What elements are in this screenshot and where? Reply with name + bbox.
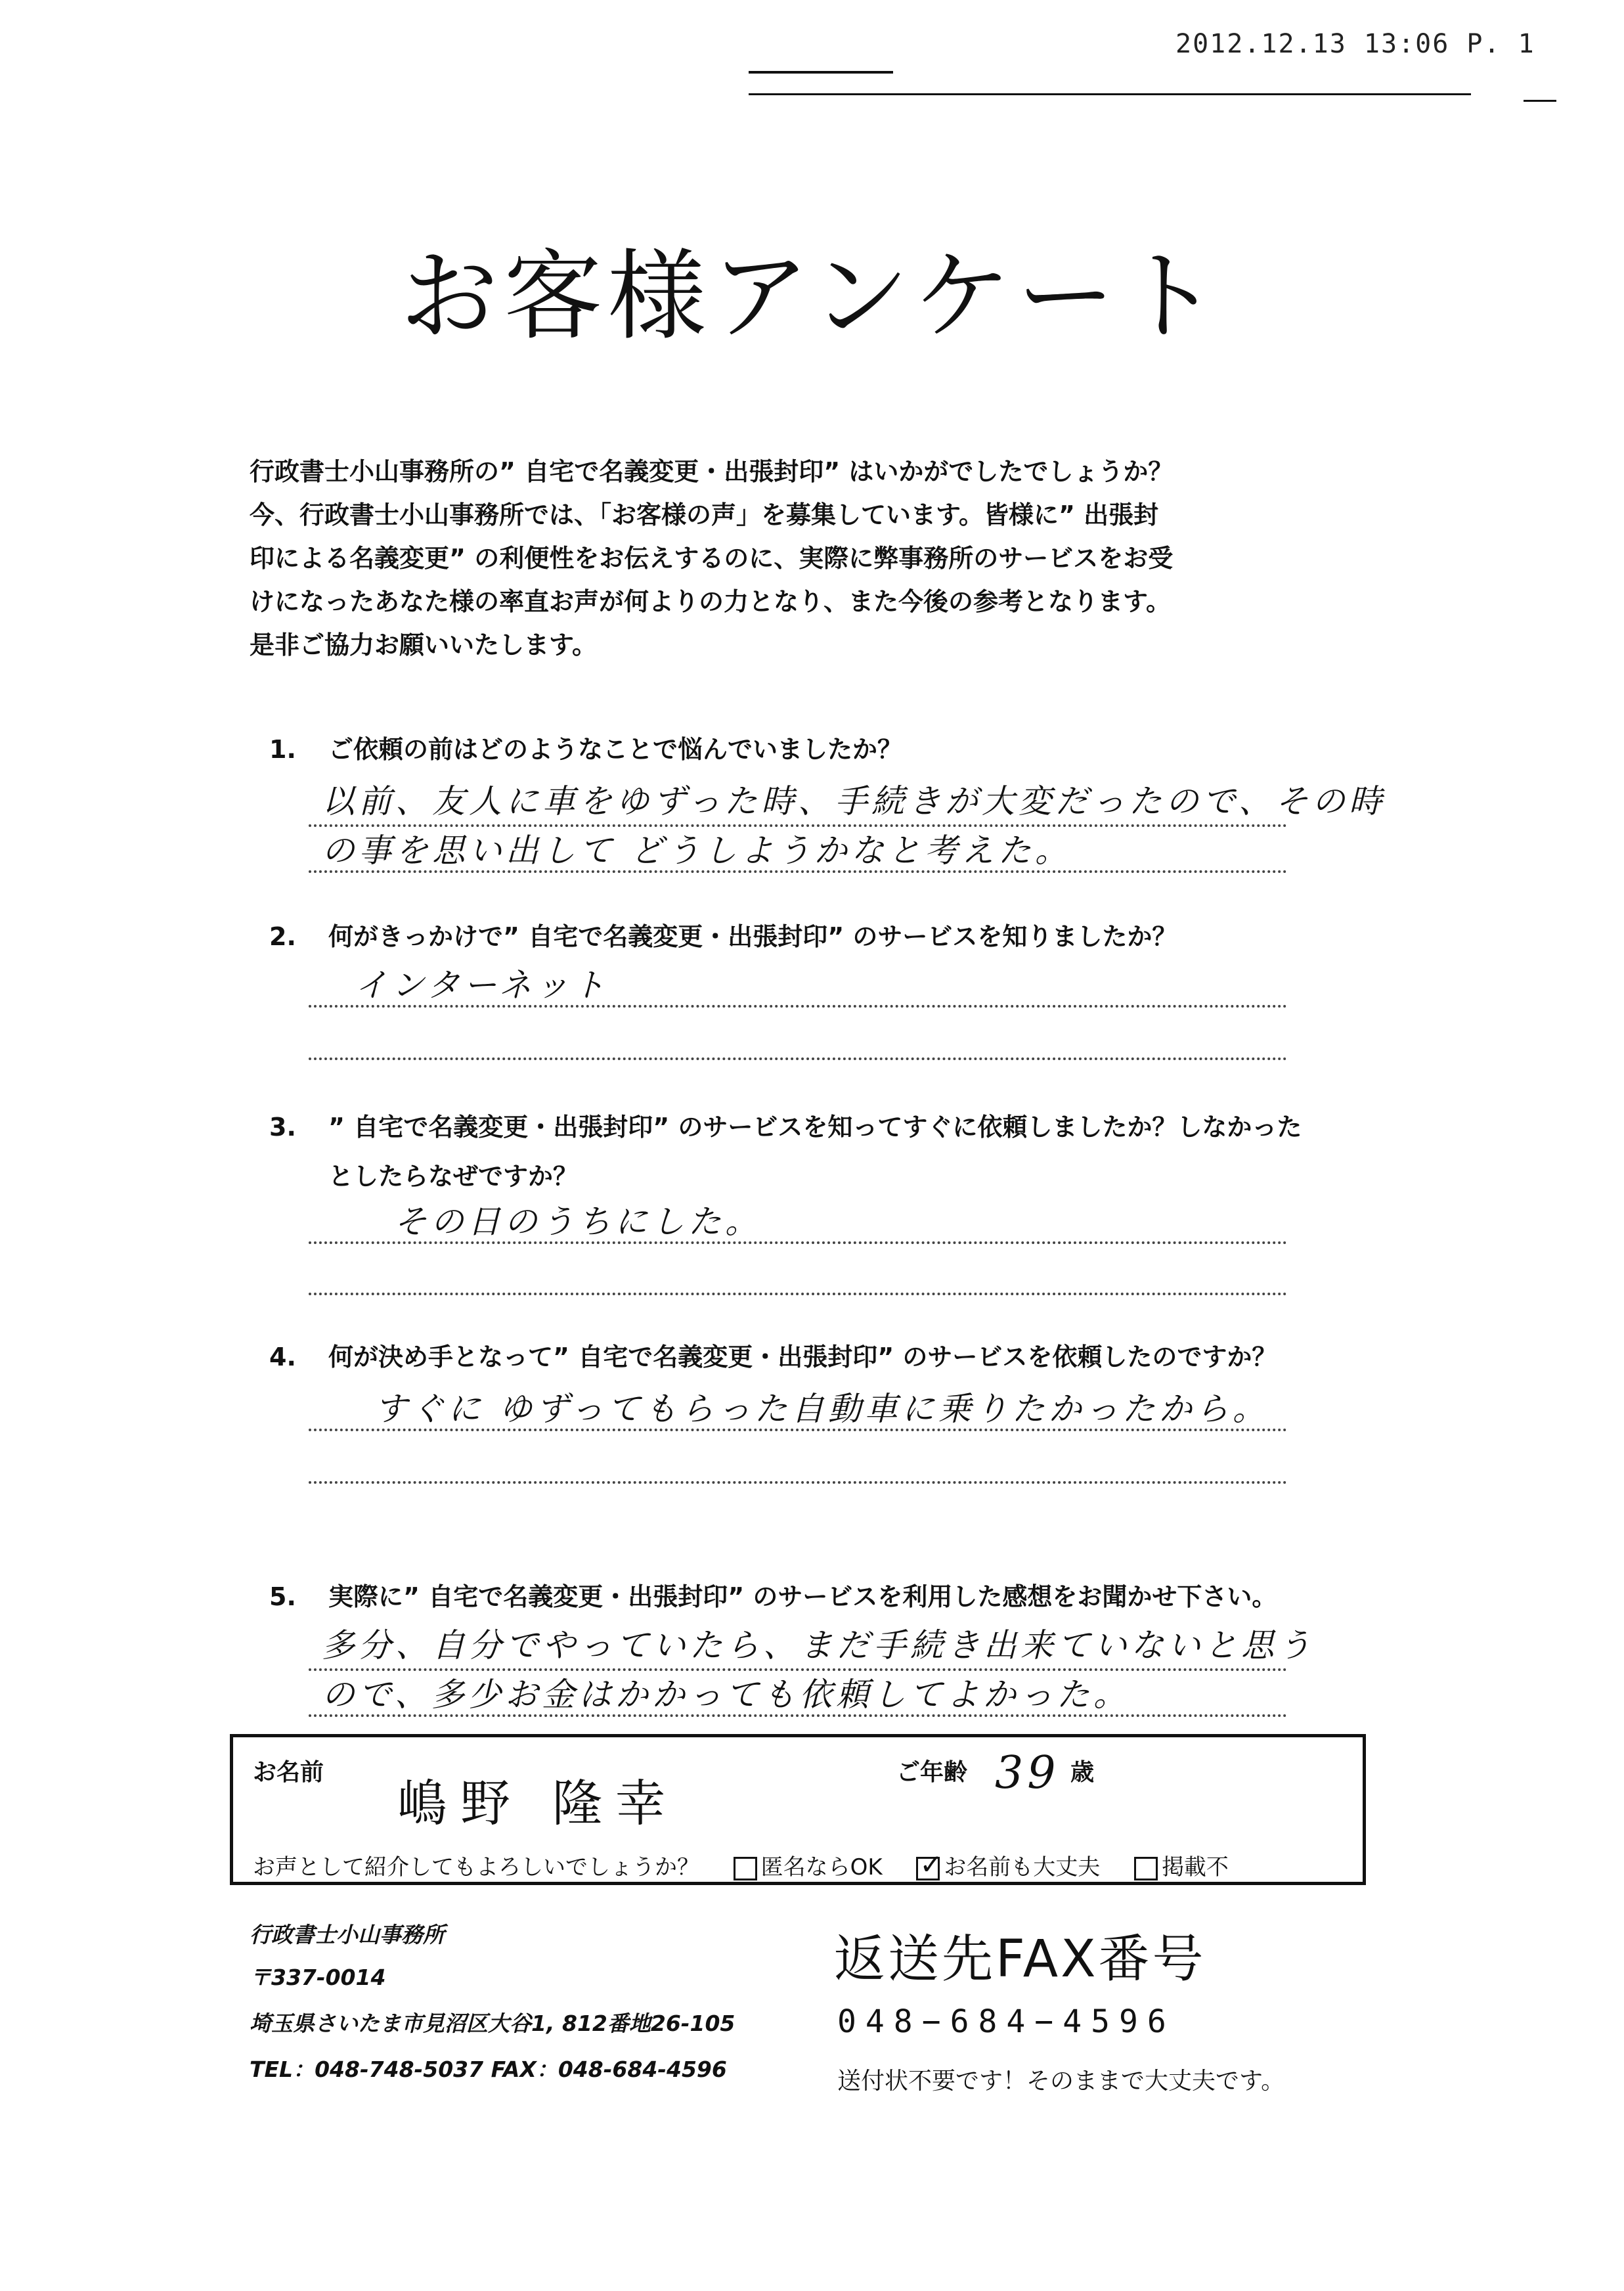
intro-line: 是非ご協力お願いいたします。 xyxy=(250,631,597,659)
consent-row xyxy=(253,1849,1229,1881)
question-text: ご依頼の前はどのようなことで悩んでいましたか？ xyxy=(328,735,903,764)
fax-header-stamp: 2012.12.13 13:06 P. 1 xyxy=(1175,29,1535,59)
answer-1-rule-2 xyxy=(309,870,1287,873)
question-text: 何が決め手となって” 自宅で名義変更・出張封印” のサービスを依頼したのですか？ xyxy=(328,1343,1277,1371)
answer-4-rule-2 xyxy=(309,1481,1287,1484)
office-tel-fax: TEL：048-748-5037 FAX：048-684-4596 xyxy=(250,2057,727,2082)
name-value: 嶋野 隆幸 xyxy=(397,1774,679,1833)
name-box xyxy=(230,1734,1366,1885)
question-number: 1. xyxy=(269,735,296,764)
office-address: 埼玉県さいたま市見沼区大谷1, 812番地26-105 xyxy=(250,2011,735,2036)
page-title: お客様アンケート xyxy=(399,240,1224,354)
answer-4-line-1: すぐに ゆずってもらった自動車に乗りたかったから。 xyxy=(374,1390,1269,1428)
question-number: 4. xyxy=(269,1343,296,1371)
header-rule-1 xyxy=(749,71,893,74)
office-postal: 〒337-0014 xyxy=(250,1965,386,1990)
question-text: 何がきっかけで” 自宅で名義変更・出張封印” のサービスを知りましたか？ xyxy=(328,922,1177,951)
age-value: 39 xyxy=(995,1747,1060,1799)
answer-4-rule-1 xyxy=(309,1429,1287,1431)
answer-3-rule-1 xyxy=(309,1241,1287,1244)
checkbox-icon[interactable] xyxy=(734,1857,757,1880)
answer-2-rule-2 xyxy=(309,1057,1287,1060)
intro-line: 今、行政書士小山事務所では、「お客様の声」を募集しています。皆様に” 出張封 xyxy=(250,500,1159,529)
header-rule-3 xyxy=(1524,100,1556,102)
question-number: 5. xyxy=(269,1582,296,1611)
answer-5-line-2: ので、多少お金はかかっても依頼してよかった。 xyxy=(322,1676,1130,1714)
intro-line: けになったあなた様の率直お声が何よりの力となり、また今後の参考となります。 xyxy=(250,587,1171,616)
question-3 xyxy=(269,1107,1302,1143)
answer-5-line-1: 多分、自分でやっていたら、まだ手続き出来ていないと思う xyxy=(322,1626,1315,1664)
answer-1-line-2: の事を思い出して どうしようかなと考えた。 xyxy=(322,832,1072,870)
header-rule-2 xyxy=(749,93,1471,95)
question-1 xyxy=(269,729,902,765)
intro-paragraph xyxy=(250,450,1379,667)
question-text: ” 自宅で名義変更・出張封印” のサービスを知ってすぐに依頼しましたか？しなかった xyxy=(328,1113,1302,1142)
answer-5-rule-2 xyxy=(309,1714,1287,1717)
answer-3-rule-2 xyxy=(309,1293,1287,1295)
answer-3-line-1: その日のうちにした。 xyxy=(394,1203,762,1241)
fax-return-title: 返送先FAX番号 xyxy=(834,1930,1206,1989)
question-number: 3. xyxy=(269,1113,296,1142)
option-anonymous[interactable]: 匿名ならOK xyxy=(734,1854,883,1880)
question-2 xyxy=(269,916,1177,952)
age-label: ご年齢 xyxy=(896,1759,968,1786)
intro-line: 印による名義変更” の利便性をお伝えするのに、実際に弊事務所のサービスをお受 xyxy=(250,544,1174,573)
fax-return-note: 送付状不要です！そのままで大丈夫です。 xyxy=(837,2068,1285,2095)
answer-1-line-1: 以前、友人に車をゆずった時、手続きが大変だったので、その時 xyxy=(322,782,1386,820)
fax-return-number: 048−684−4596 xyxy=(837,2003,1175,2040)
name-label: お名前 xyxy=(253,1759,324,1786)
checkbox-icon[interactable] xyxy=(1134,1857,1158,1880)
intro-line: 行政書士小山事務所の” 自宅で名義変更・出張封印” はいかがでしたでしょうか？ xyxy=(250,457,1174,486)
question-3-cont: としたらなぜですか？ xyxy=(328,1162,579,1191)
answer-2-line-1: インターネット xyxy=(355,966,609,1004)
office-name: 行政書士小山事務所 xyxy=(250,1922,445,1947)
question-text: 実際に” 自宅で名義変更・出張封印” のサービスを利用した感想をお聞かせ下さい。 xyxy=(328,1582,1277,1611)
consent-question: お声として紹介してもよろしいでしょうか？ xyxy=(253,1854,699,1880)
question-4 xyxy=(269,1337,1277,1373)
checkbox-checked-icon[interactable] xyxy=(916,1857,940,1880)
age-unit: 歳 xyxy=(1070,1759,1095,1786)
answer-2-rule-1 xyxy=(309,1005,1287,1008)
option-no-publish[interactable]: 掲載不 xyxy=(1134,1854,1229,1880)
option-name-ok[interactable]: ✓ お名前も大丈夫 xyxy=(916,1854,1100,1880)
question-5 xyxy=(269,1576,1277,1613)
question-number: 2. xyxy=(269,922,296,951)
